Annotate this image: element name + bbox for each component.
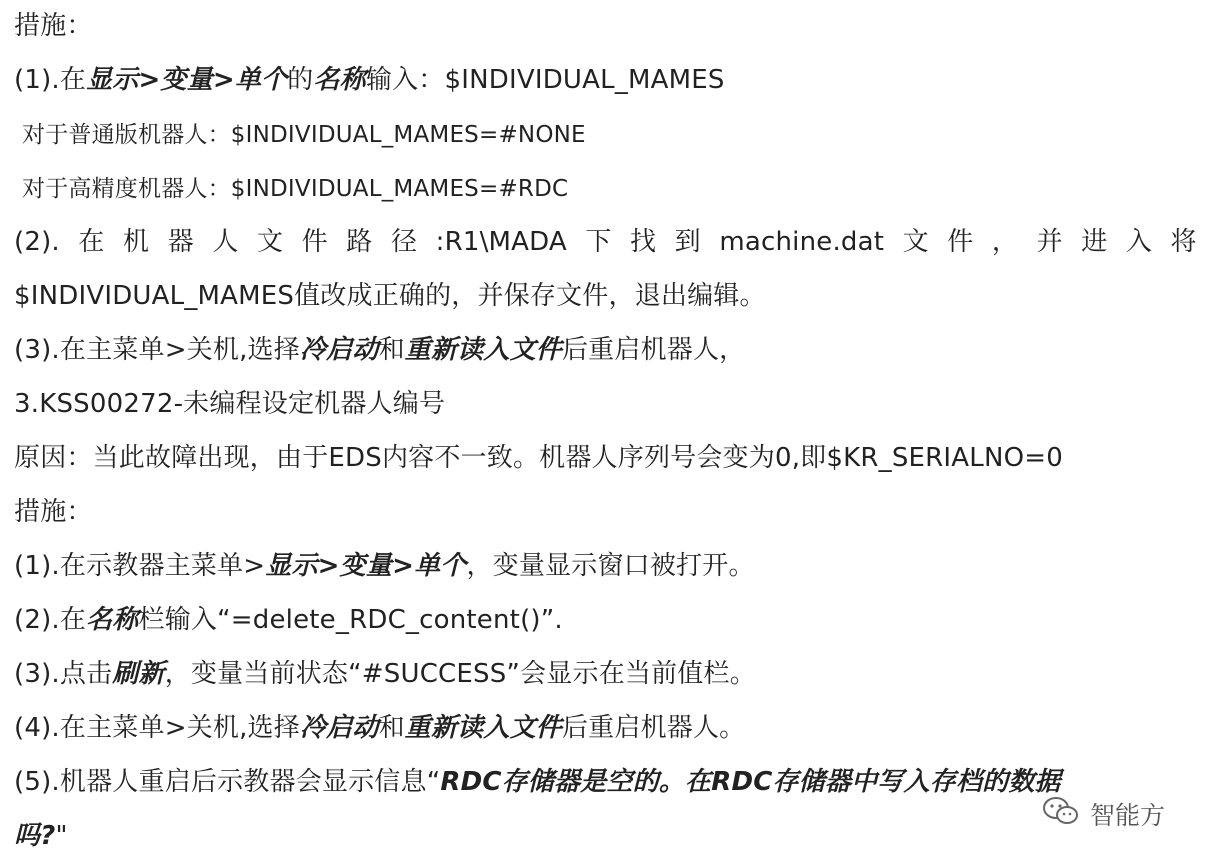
closing-quote: " [55, 821, 68, 851]
text: 后重启机器人。 [561, 713, 746, 743]
text: 后重启机器人， [561, 335, 746, 365]
text: 输入：$INDIVIDUAL_MAMES [365, 65, 725, 95]
normal-robot-note: 对于普通版机器人：$INDIVIDUAL_MAMES=#NONE [22, 122, 586, 148]
word: 并 [1036, 227, 1063, 257]
cold-start-option: 冷启动 [299, 713, 379, 743]
word: 到 [674, 227, 701, 257]
word: 入 [1125, 227, 1153, 257]
word: 下 [585, 227, 612, 257]
word: 器 [167, 227, 194, 257]
step-1-line [14, 62, 725, 98]
text: (1).在示教器主菜单> [14, 551, 266, 581]
text: 和 [378, 713, 405, 743]
measure-5-line [14, 764, 1061, 800]
step-2-justified-line [14, 224, 1197, 260]
word: machine.dat [719, 227, 885, 257]
step-2-continuation: $INDIVIDUAL_MAMES值改成正确的，并保存文件，退出编辑。 [14, 281, 766, 311]
field-name: 名称 [313, 65, 366, 95]
watermark-text: 智能方 [1089, 801, 1165, 830]
menu-path: 显示>变量>单个 [86, 65, 288, 95]
field-name: 名称 [86, 605, 139, 635]
reload-files-option: 重新读入文件 [404, 713, 562, 743]
menu-path: 显示>变量>单个 [265, 551, 467, 581]
text: (2).在 [14, 605, 87, 635]
word: 机 [123, 227, 150, 257]
word: 人 [212, 227, 239, 257]
text: (1).在 [14, 65, 87, 95]
message-text: 吗? [14, 821, 56, 851]
high-precision-robot-note: 对于高精度机器人：$INDIVIDUAL_MAMES=#RDC [22, 176, 569, 202]
text: (4).在主菜单>关机,选择 [14, 713, 300, 743]
word: :R1\MADA [435, 227, 567, 257]
reload-files-option: 重新读入文件 [404, 335, 562, 365]
measure-5-continuation [14, 818, 68, 854]
measure-3-line [14, 656, 756, 692]
cause-line: 原因：当此故障出现，由于EDS内容不一致。机器人序列号会变为0,即$KR_SERIALNO=0 [14, 443, 1063, 473]
word: (2). [14, 227, 60, 257]
text: 栏输入“=delete_RDC_content()”. [138, 605, 563, 635]
text: (5).机器人重启后示教器会显示信息“ [14, 767, 441, 797]
wechat-icon [1042, 795, 1080, 833]
measure-2-line [14, 602, 563, 638]
heading-measures-2: 措施： [14, 497, 93, 527]
word: 件 [947, 227, 974, 257]
word: 径 [390, 227, 418, 257]
cold-start-option: 冷启动 [299, 335, 379, 365]
word: 文 [256, 227, 284, 257]
step-3-line [14, 332, 745, 368]
heading-measures-1: 措施： [14, 11, 93, 41]
text: ，变量当前状态“#SUCCESS”会显示在当前值栏。 [164, 659, 756, 689]
word: 进 [1081, 227, 1108, 257]
text: 的 [287, 65, 314, 95]
watermark [1042, 795, 1165, 833]
measure-1-line [14, 548, 755, 584]
word: 找 [630, 227, 657, 257]
refresh-option: 刷新 [112, 659, 165, 689]
text: (3).点击 [14, 659, 113, 689]
message-text: RDC存储器是空的。在RDC存储器中写入存档的数据 [440, 767, 1061, 797]
text: (3).在主菜单>关机,选择 [14, 335, 300, 365]
text: ，变量显示窗口被打开。 [466, 551, 755, 581]
word: 将 [1170, 227, 1197, 257]
word: 路 [346, 227, 373, 257]
word: 在 [78, 227, 105, 257]
measure-4-line [14, 710, 745, 746]
text: 和 [378, 335, 405, 365]
error-heading: 3.KSS00272-未编程设定机器人编号 [14, 389, 446, 419]
word: ， [991, 227, 1019, 257]
word: 文 [902, 227, 929, 257]
word: 件 [301, 227, 328, 257]
